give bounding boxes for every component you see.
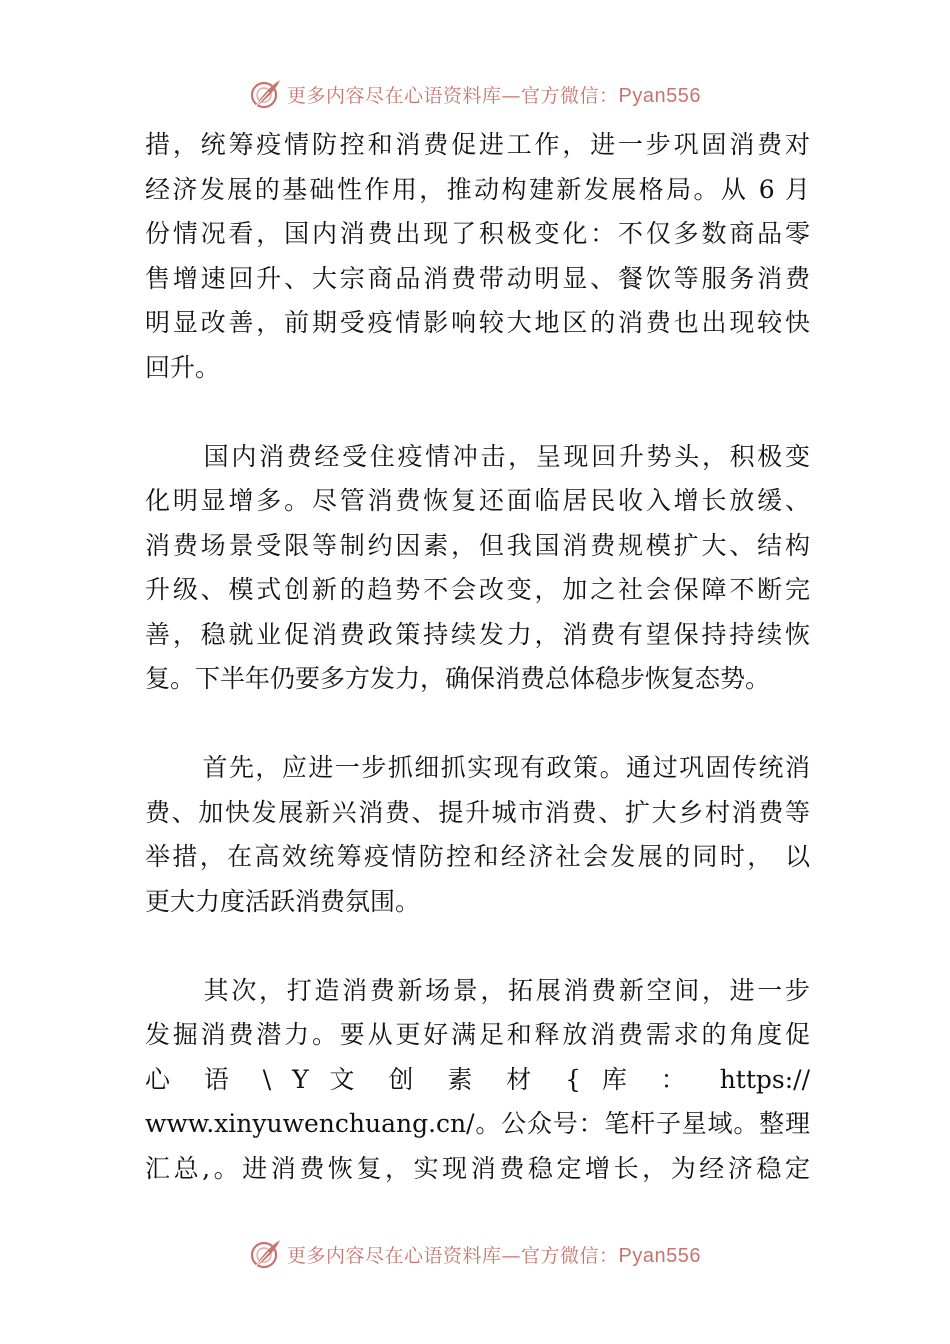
text-line: www.xinyuwenchuang.cn/。公众号：笔杆子星域。整理	[145, 1109, 810, 1138]
footer-banner-label: 更多内容尽在心语资料库—官方微信：	[287, 1244, 619, 1267]
text-line: 其次，打造消费新场景，拓展消费新空间，进一步	[201, 975, 810, 1005]
text-line: 心 语 \ Y 文 创 素 材 { 库 ： https://	[145, 1064, 810, 1094]
text-line: 回升。	[145, 352, 221, 382]
paragraph-4	[145, 969, 810, 1192]
footer-banner-text	[287, 1241, 701, 1268]
text-line: 费、加快发展新兴消费、提升城市消费、扩大乡村消费等	[145, 797, 810, 827]
text-line: 更大力度活跃消费氛围。	[145, 886, 421, 916]
paragraph-gap	[145, 702, 810, 747]
text-line: 汇总,。进消费恢复，实现消费稳定增长，为经济稳定	[145, 1153, 810, 1183]
header-banner-text	[287, 81, 701, 108]
document-body	[145, 123, 810, 1191]
feather-quill-logo-icon	[249, 77, 283, 111]
text-line: 化明显增多。尽管消费恢复还面临居民收入增长放缓、	[145, 486, 810, 515]
header-banner-label: 更多内容尽在心语资料库—官方微信：	[287, 84, 619, 107]
paragraph-gap	[145, 390, 810, 435]
paragraph-1	[145, 123, 810, 390]
text-line: 举措，在高效统筹疫情防控和经济社会发展的同时， 以	[145, 842, 810, 871]
text-line: 明显改善，前期受疫情影响较大地区的消费也出现较快	[145, 308, 810, 337]
text-line: 复。下半年仍要多方发力，确保消费总体稳步恢复态势。	[145, 664, 771, 693]
header-wechat-id: Pyan556	[618, 84, 701, 107]
header-banner	[0, 74, 950, 114]
text-line: 经济发展的基础性作用，推动构建新发展格局。从 6 月	[145, 174, 810, 204]
text-line: 份情况看，国内消费出现了积极变化：不仅多数商品零	[145, 219, 810, 248]
text-line: 国内消费经受住疫情冲击，呈现回升势头，积极变	[201, 441, 810, 471]
footer-wechat-id: Pyan556	[618, 1244, 701, 1267]
paragraph-3	[145, 746, 810, 924]
text-line: 措，统筹疫情防控和消费促进工作，进一步巩固消费对	[145, 130, 810, 159]
paragraph-2	[145, 435, 810, 702]
footer-banner	[0, 1234, 950, 1274]
feather-quill-logo-icon	[249, 1237, 283, 1271]
text-line: 消费场景受限等制约因素，但我国消费规模扩大、结构	[145, 530, 810, 560]
text-line: 售增速回升、大宗商品消费带动明显、餐饮等服务消费	[145, 263, 810, 293]
text-line: 升级、模式创新的趋势不会改变，加之社会保障不断完	[145, 575, 810, 604]
text-line: 善，稳就业促消费政策持续发力，消费有望保持持续恢	[145, 619, 810, 649]
text-line: 发掘消费潜力。要从更好满足和释放消费需求的角度促	[145, 1020, 810, 1049]
text-line: 首先，应进一步抓细抓实现有政策。通过巩固传统消	[201, 753, 810, 782]
paragraph-gap	[145, 924, 810, 969]
